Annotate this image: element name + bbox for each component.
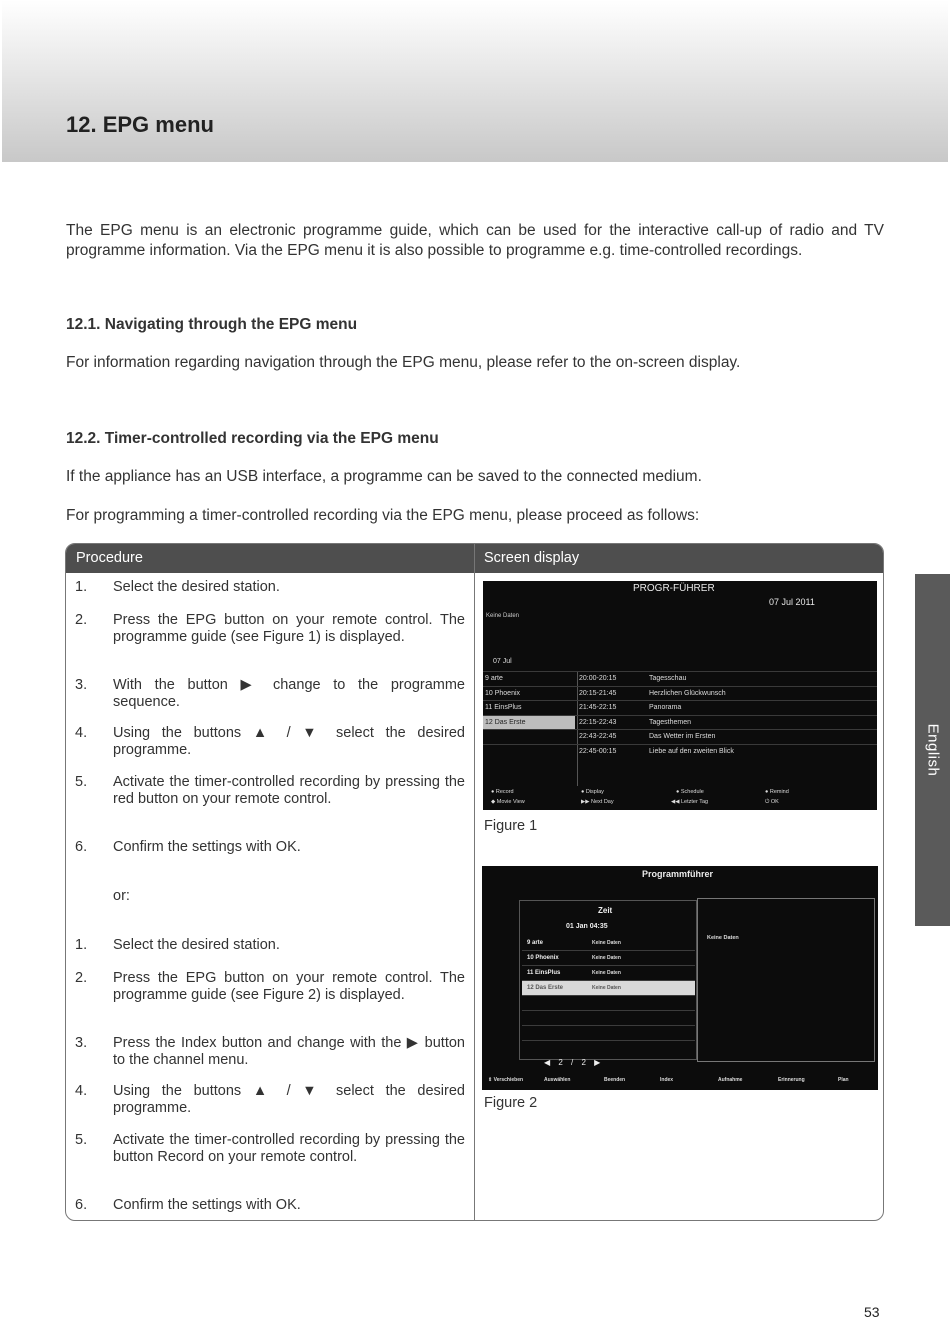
epg-row-selected bbox=[483, 715, 877, 730]
step-number: 2. bbox=[75, 612, 88, 628]
epg-footer-display: ● Display bbox=[581, 789, 604, 795]
guide-date: 01 Jan 04:35 bbox=[566, 923, 608, 930]
epg-channel: 12 Das Erste bbox=[483, 716, 575, 730]
guide-time-label: Zeit bbox=[598, 906, 613, 915]
epg-programme: Das Wetter im Ersten bbox=[649, 733, 716, 740]
epg-footer-schedule: ● Schedule bbox=[676, 789, 704, 795]
epg-footer-ok: ⏻ OK bbox=[765, 799, 779, 805]
guide-pager: ◀ 2 / 2 ▶ bbox=[544, 1058, 601, 1067]
step-number: 2. bbox=[75, 970, 88, 986]
epg-channel bbox=[483, 745, 575, 759]
figure1-caption: Figure 1 bbox=[484, 818, 538, 834]
step-text: Using the buttons ▲ / ▼ select the desired programme. bbox=[113, 1083, 465, 1116]
epg-footer-next-day: ▶▶ Next Day bbox=[581, 799, 614, 805]
page-number: 53 bbox=[864, 1304, 880, 1320]
epg-programme: Panorama bbox=[649, 704, 682, 711]
epg-time: 22:43-22:45 bbox=[579, 733, 617, 740]
guide-footer-move: ⇕ Verschieben bbox=[488, 1077, 524, 1083]
guide-row bbox=[522, 966, 695, 981]
guide-footer-exit: Beenden bbox=[604, 1077, 626, 1083]
epg-programme: Tagesthemen bbox=[649, 718, 692, 726]
step-number: 3. bbox=[75, 1035, 88, 1051]
guide-row-empty bbox=[522, 1011, 695, 1026]
step-text: Activate the timer-controlled recording by pressing the button Record on your remote control. bbox=[113, 1132, 465, 1165]
guide-row-empty bbox=[522, 1026, 695, 1041]
step-text: Confirm the settings with OK. bbox=[113, 839, 301, 855]
step-text: With the button ▶ change to the programme sequence. bbox=[113, 677, 465, 710]
guide-footer-index: Index bbox=[660, 1077, 674, 1083]
epg-programme: Tagesschau bbox=[649, 675, 687, 682]
step-text: Activate the timer-controlled recording by pressing the red button on your remote control. bbox=[113, 774, 465, 807]
guide-info-no-data: Keine Daten bbox=[707, 935, 739, 941]
section-heading-navigating: 12.1. Navigating through the EPG menu bbox=[66, 316, 358, 333]
guide-channel: 10 Phoenix bbox=[527, 955, 559, 961]
step-number: 1. bbox=[75, 937, 88, 953]
page-title: 12. EPG menu bbox=[66, 112, 214, 137]
guide-channel: 12 Das Erste bbox=[527, 985, 564, 991]
step-text: Press the EPG button on your remote control. The programme guide (see Figure 1) is displayed. bbox=[113, 612, 465, 645]
epg-time: 20:15-21:45 bbox=[579, 689, 617, 697]
section-body-usb: If the appliance has an USB interface, a programme can be saved to the connected medium. bbox=[66, 468, 702, 485]
guide-footer-remind: Erinnerung bbox=[778, 1077, 805, 1083]
step-text: Select the desired station. bbox=[113, 579, 280, 595]
epg-time: 21:45-22:15 bbox=[579, 704, 617, 711]
guide-channel-info: Keine Daten bbox=[592, 985, 621, 991]
epg-footer-last-day: ◀◀ Letzter Tag bbox=[671, 799, 709, 805]
guide-footer-select: Auswählen bbox=[544, 1077, 571, 1083]
step-text: Using the buttons ▲ / ▼ select the desired programme. bbox=[113, 725, 465, 758]
epg-row bbox=[483, 686, 877, 701]
language-tab-label: English bbox=[924, 723, 941, 777]
guide-footer-plan: Plan bbox=[838, 1077, 849, 1083]
guide-info-panel bbox=[697, 898, 875, 1062]
header-screen-display: Screen display bbox=[484, 550, 580, 566]
epg-channel: 9 arte bbox=[485, 675, 503, 682]
step-text: Select the desired station. bbox=[113, 937, 280, 953]
figure2-caption: Figure 2 bbox=[484, 1095, 538, 1111]
epg-programme: Herzlichen Glückwunsch bbox=[649, 689, 726, 697]
header-procedure: Procedure bbox=[76, 550, 143, 566]
column-divider bbox=[474, 544, 475, 1220]
epg-footer-movie-view: ◆ Movie View bbox=[491, 799, 525, 805]
step-number: 6. bbox=[75, 1197, 88, 1213]
guide-row bbox=[522, 951, 695, 966]
figure1-screenshot bbox=[483, 581, 877, 810]
guide-row-selected bbox=[522, 981, 695, 996]
section-body-proceed: For programming a timer-controlled recording via the EPG menu, please proceed as follows: bbox=[66, 507, 700, 524]
epg-date: 07 Jul 2011 bbox=[769, 597, 815, 607]
step-number: 3. bbox=[75, 677, 88, 693]
epg-row bbox=[483, 700, 877, 715]
step-number: 4. bbox=[75, 1083, 88, 1099]
step-number: 1. bbox=[75, 579, 88, 595]
intro-paragraph: The EPG menu is an electronic programme guide, which can be used for the interactive call-up of radio and TV programme information. Via the EPG menu it is also possible to programme e.g. time-controlled recordings. bbox=[66, 222, 884, 259]
epg-row bbox=[483, 729, 877, 744]
guide-channel: 9 arte bbox=[527, 940, 544, 946]
epg-time: 22:45-00:15 bbox=[579, 747, 617, 755]
guide-channel: 11 EinsPlus bbox=[527, 970, 561, 976]
epg-programme: Liebe auf den zweiten Blick bbox=[649, 747, 734, 755]
epg-day: 07 Jul bbox=[493, 658, 512, 665]
step-number: 5. bbox=[75, 774, 88, 790]
step-text: Confirm the settings with OK. bbox=[113, 1197, 301, 1213]
epg-no-data: Keine Daten bbox=[486, 613, 520, 619]
section-heading-timer: 12.2. Timer-controlled recording via the EPG menu bbox=[66, 430, 439, 447]
language-tab bbox=[915, 574, 950, 926]
epg-time: 22:15-22:43 bbox=[579, 718, 617, 726]
figure2-screenshot bbox=[482, 866, 878, 1090]
epg-channel bbox=[483, 730, 575, 744]
guide-channel-info: Keine Daten bbox=[592, 970, 621, 976]
epg-time: 20:00-20:15 bbox=[579, 675, 617, 682]
epg-row bbox=[483, 744, 877, 759]
step-number: 6. bbox=[75, 839, 88, 855]
guide-channel-info: Keine Daten bbox=[592, 940, 621, 946]
guide-footer-record: Aufnahme bbox=[718, 1077, 743, 1083]
epg-row bbox=[483, 671, 877, 686]
section-body-navigating: For information regarding navigation through the EPG menu, please refer to the on-screen display. bbox=[66, 354, 741, 371]
guide-row bbox=[522, 936, 695, 951]
or-label: or: bbox=[113, 888, 130, 904]
epg-footer-remind: ● Remind bbox=[765, 789, 789, 795]
step-number: 5. bbox=[75, 1132, 88, 1148]
step-text: Press the EPG button on your remote control. The programme guide (see Figure 2) is displayed. bbox=[113, 970, 465, 1003]
guide-row-empty bbox=[522, 996, 695, 1011]
epg-channel: 10 Phoenix bbox=[485, 689, 521, 697]
epg-channel: 11 EinsPlus bbox=[485, 704, 522, 711]
step-number: 4. bbox=[75, 725, 88, 741]
guide-channel-info: Keine Daten bbox=[592, 955, 621, 961]
step-text: Press the Index button and change with the ▶ button to the channel menu. bbox=[113, 1035, 465, 1068]
guide-title: Programmführer bbox=[642, 869, 714, 879]
epg-title: PROGR-FÜHRER bbox=[633, 583, 715, 594]
epg-footer-record: ● Record bbox=[491, 789, 514, 795]
